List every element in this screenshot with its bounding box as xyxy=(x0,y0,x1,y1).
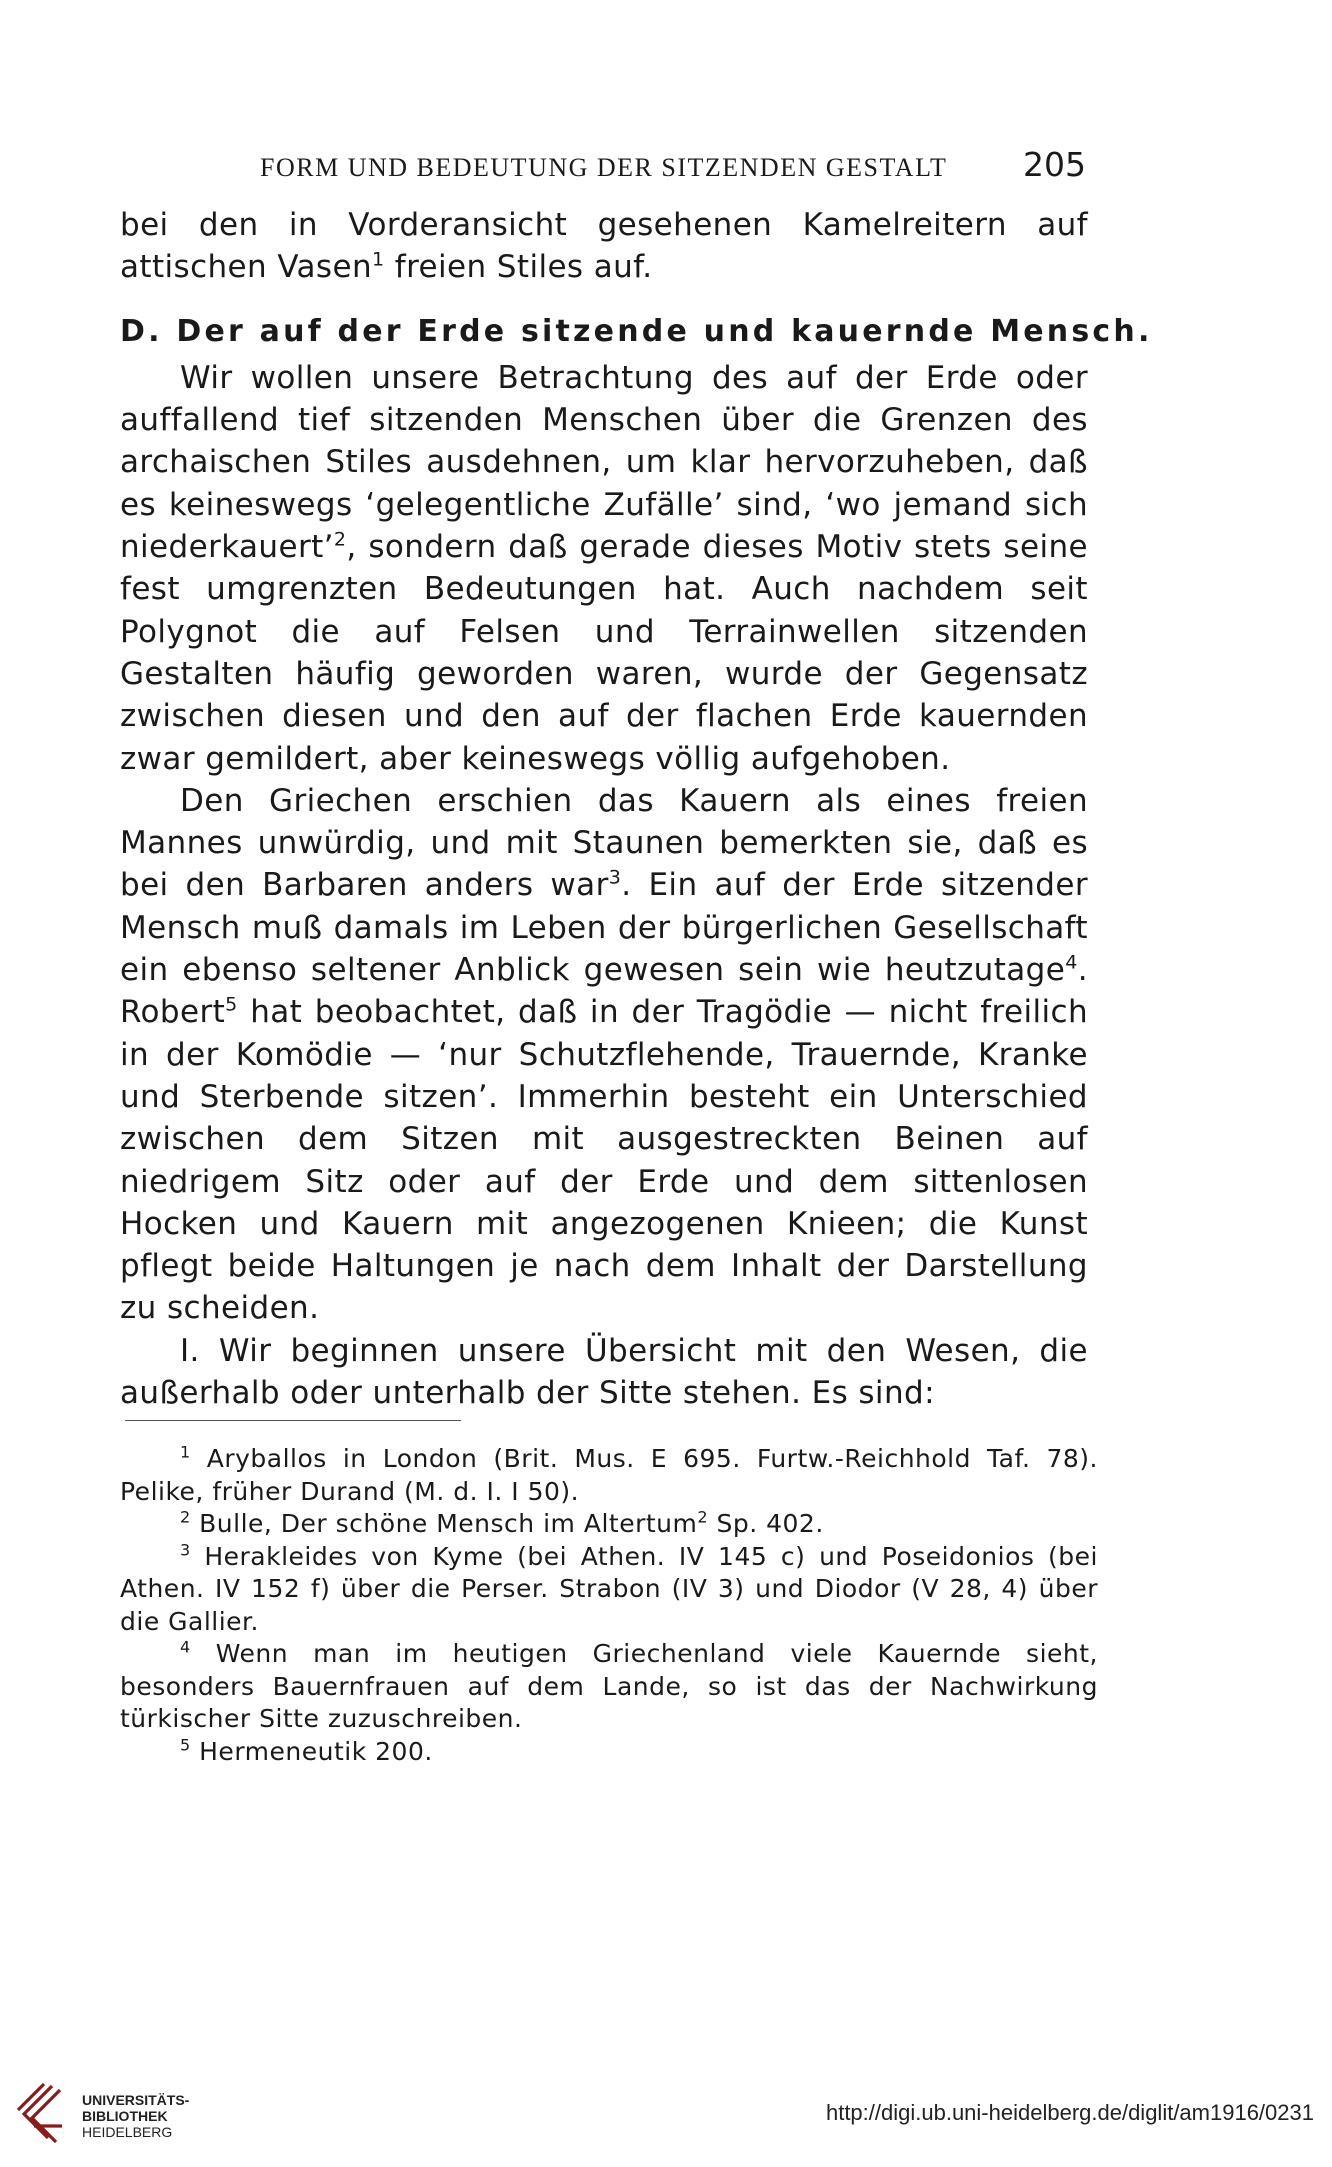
page-footer xyxy=(0,2080,1332,2167)
main-text xyxy=(120,204,1153,1414)
paragraph-4: I. Wir beginnen unsere Übersicht mit den Wesen, die außerhalb oder unterhalb der Sitte stehen. Es sind: xyxy=(120,1332,1088,1412)
footnote-divider xyxy=(125,1420,461,1421)
footnote-ref-4[interactable]: 4 xyxy=(1065,951,1078,974)
library-logo-text: UNIVERSITÄTS- BIBLIOTHEK HEIDELBERG xyxy=(82,2092,190,2140)
section-heading: D. Der auf der Erde sitzende und kauernde Mensch. xyxy=(120,313,1153,349)
paragraph-3: Den Griechen erschien das Kauern als eines freien Mannes unwürdig, und mit Staunen bemerkten sie, daß es bei den Barbaren anders war$^3$. Ein auf der Erde sitzender Mensch muß damals im Leben der bürgerlichen Gesellschaft ein ebenso seltener Anblick gewesen sein wie heutzutage$^4$. Robert$^5$ hat beobachtet, daß in der Tragödie — nicht freilich in der Komödie — ‘nur Schutzflehende, Trauernde, Kranke und Sterbende sitzen’. Immerhin besteht ein Unterschied zwischen dem Sitzen mit ausgestreckten Beinen auf niedrigem Sitz oder auf der Erde und dem sittenlosen Hocken und Kauern mit angezogenen Knieen; die Kunst pflegt beide Haltungen je nach dem Inhalt der Darstellung zu scheiden. xyxy=(120,782,1088,1327)
paragraph-2: Wir wollen unsere Betrachtung des auf der Erde oder auffallend tief sitzenden Menschen über die Grenzen des archaischen Stiles ausdehnen, um klar hervorzuheben, daß es keineswegs ‘gelegentliche Zufälle’ sind, ‘wo jemand sich niederkauert’$^2$, sondern daß gerade dieses Motiv stets seine fest umgrenzten Bedeutungen hat. Auch nachdem seit Polygnot die auf Felsen und Terrainwellen sitzenden Gestalten häufig geworden waren, wurde der Gegensatz zwischen diesen und den auf der flachen Erde kauernden zwar gemildert, aber keineswegs völlig aufgehoben. xyxy=(120,359,1088,777)
library-logo-icon[interactable] xyxy=(14,2080,74,2150)
paragraph-1: bei den in Vorderansicht gesehenen Kamelreitern auf attischen Vasen$^1$ freien Stiles auf. xyxy=(120,207,1088,286)
footnotes xyxy=(120,1443,1098,1768)
footnote-ref-1[interactable]: 1 xyxy=(372,248,385,271)
footnote-5: $^5$ Hermeneutik 200. xyxy=(180,1735,433,1766)
footnote-ref-2[interactable]: 2 xyxy=(333,528,347,551)
footnote-4: $^4$ Wenn man im heutigen Griechenland viele Kauernde sieht, besonders Bauernfrauen auf dem Lande, so ist das der Nachwirkung türkischer Sitte zuzuschreiben. xyxy=(120,1637,1098,1733)
running-title: FORM UND BEDEUTUNG DER SITZENDEN GESTALT xyxy=(260,153,948,182)
source-url-link[interactable]: http://digi.ub.uni-heidelberg.de/diglit/am1916/0231 xyxy=(825,2100,1314,2125)
footnote-1: $^1$ Aryballos in London (Brit. Mus. E 695. Furtw.-Reichhold Taf. 78). Pelike, früher Durand (M. d. I. I 50). xyxy=(120,1442,1098,1506)
footnote-3: $^3$ Herakleides von Kyme (bei Athen. IV 145 c) und Poseidonios (bei Athen. IV 152 f) über die Perser. Strabon (IV 3) und Diodor (V 28, 4) über die Gallier. xyxy=(120,1540,1098,1636)
footnote-2: $^2$ Bulle, Der schöne Mensch im Altertum$^2$ Sp. 402. xyxy=(180,1507,824,1538)
page-number: 205 xyxy=(1023,145,1086,184)
page-header xyxy=(120,145,1088,189)
footnote-ref-3[interactable]: 3 xyxy=(608,867,622,890)
footnote-ref-5[interactable]: 5 xyxy=(225,994,238,1017)
